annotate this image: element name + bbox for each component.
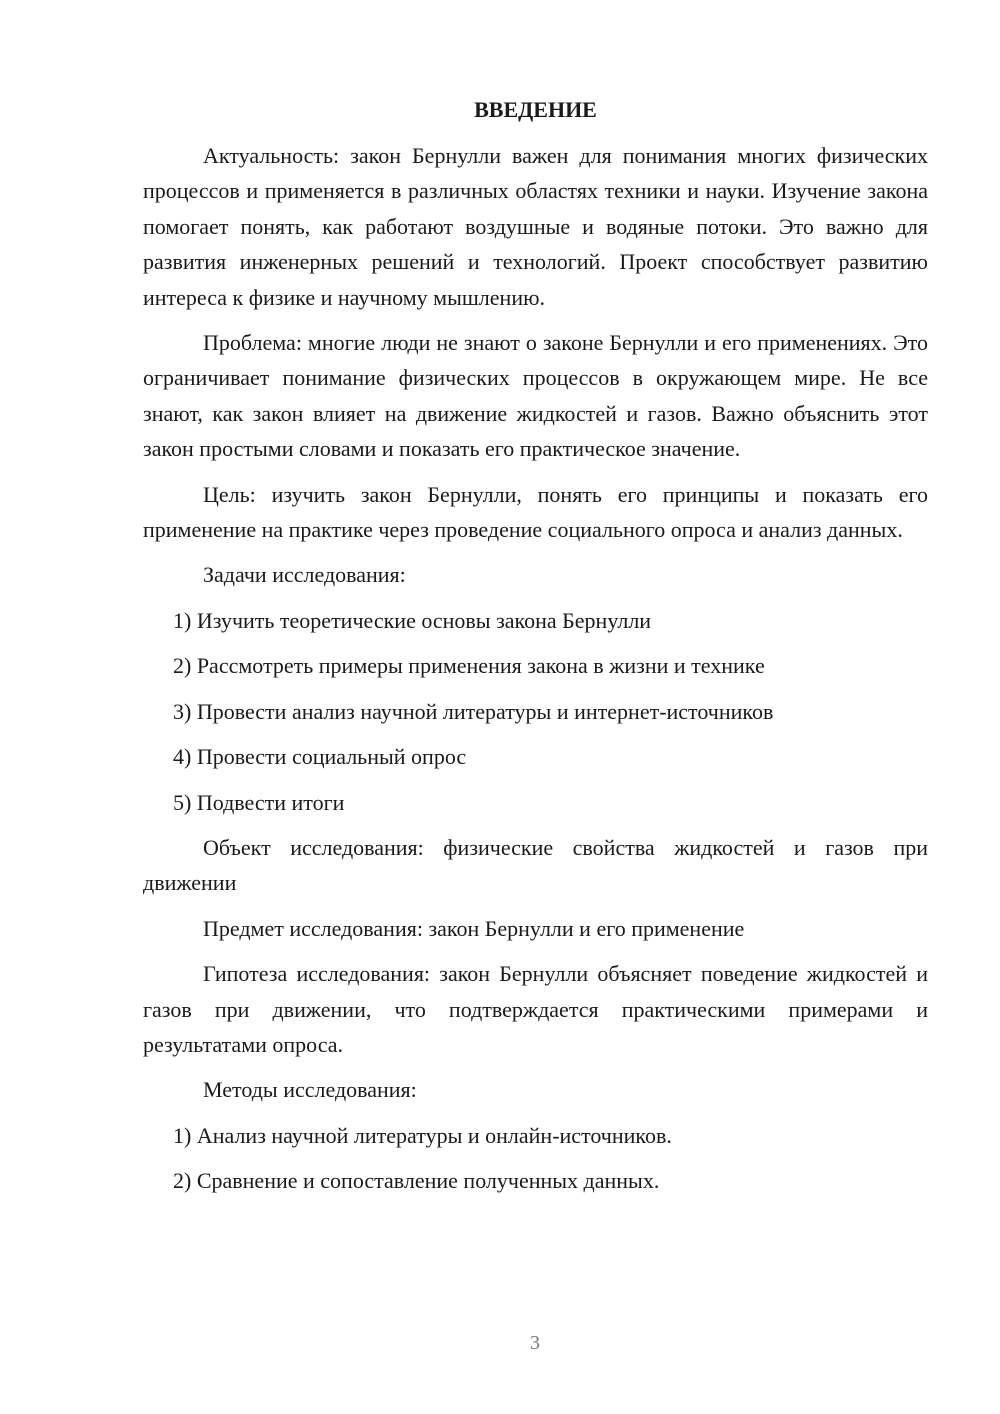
hypothesis-paragraph: Гипотеза исследования: закон Бернулли объясняет поведение жидкостей и газов при движении, что подтверждается практическими примерами и результатами опроса. [143,961,928,1057]
method-item: 2) Сравнение и сопоставление полученных данных. [173,1168,660,1194]
document-page [143,92,928,1199]
method-item: 1) Анализ научной литературы и онлайн-источников. [173,1122,672,1148]
task-item: 4) Провести социальный опрос [173,744,467,770]
page-title: ВВЕДЕНИЕ [474,97,597,122]
relevance-paragraph: Актуальность: закон Бернулли важен для понимания многих физических процессов и применяется в различных областях техники и науки. Изучение закона помогает понять, как работают воздушные и водяные потоки. Это важно для развития инженерных решений и технологий. Проект способствует развитию интереса к физике и научному мышлению. [143,143,928,310]
object-paragraph: Объект исследования: физические свойства жидкостей и газов при движении [143,834,928,896]
tasks-heading: Задачи исследования: [203,562,406,588]
task-item: 3) Провести анализ научной литературы и интернет-источников [173,698,774,724]
subject-paragraph: Предмет исследования: закон Бернулли и его применение [203,915,745,941]
page-number: 3 [530,1332,540,1354]
goal-paragraph: Цель: изучить закон Бернулли, понять его принципы и показать его применение на практике через проведение социального опроса и анализ данных. [143,481,928,543]
task-item: 1) Изучить теоретические основы закона Бернулли [173,607,652,633]
methods-heading: Методы исследования: [203,1077,417,1103]
task-item: 5) Подвести итоги [173,789,345,815]
problem-paragraph: Проблема: многие люди не знают о законе Бернулли и его применениях. Это ограничивает понимание физических процессов в окружающем мире. Не все знают, как закон влияет на движение жидкостей и газов. Важно объяснить этот закон простыми словами и показать его практическое значение. [143,330,928,462]
task-item: 2) Рассмотреть примеры применения закона в жизни и технике [173,653,765,679]
